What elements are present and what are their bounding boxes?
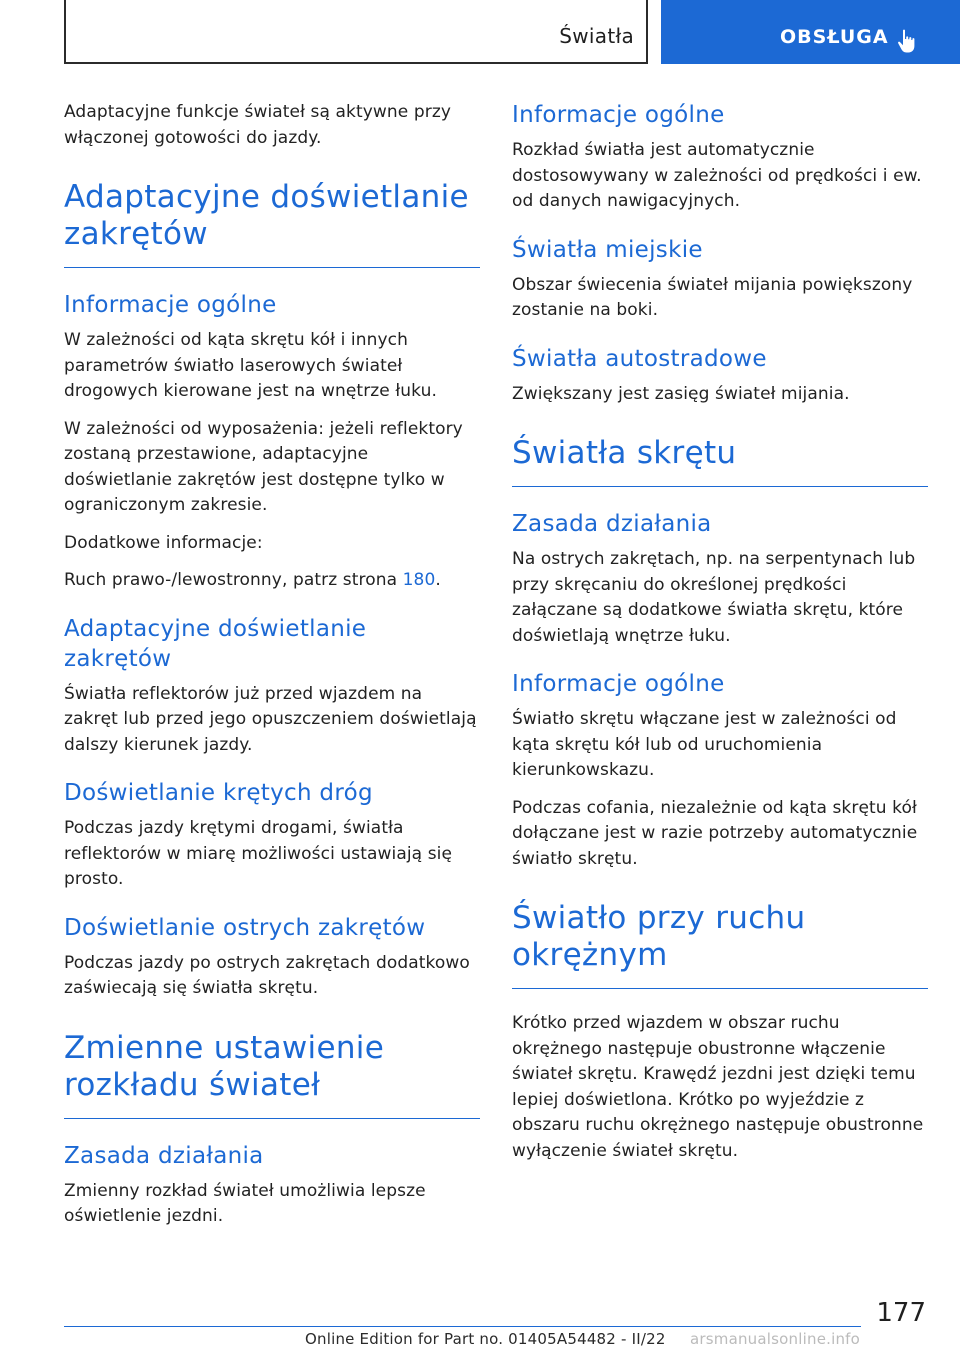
intro-paragraph: Adaptacyjne funkcje świateł są aktywne przy włączonej gotowości do jazdy. bbox=[64, 102, 452, 148]
paragraph-highway-lights: Zwiększany jest zasięg świateł mijania. bbox=[512, 383, 850, 404]
paragraph-equipment-note: W zależności od wyposażenia: jeżeli reflektory zostaną przestawione, adaptacyjne doświetlanie zakrętów jest dostępne tylko w ograniczonym zakresie. bbox=[64, 418, 463, 515]
footer-edition: Online Edition for Part no. 01405A54482 - II/22 bbox=[305, 1330, 666, 1348]
traffic-reference-text: Ruch prawo-/lewostronny, patrz strona bbox=[64, 570, 398, 590]
paragraph-turning-principle: Na ostrych zakrętach, np. na serpentynach lub przy skręcaniu do określonej prędkości załączane są dodatkowe światła skrętu, które doświetlają wnętrze łuku. bbox=[512, 549, 916, 646]
subheading-principle: Zasada działania bbox=[512, 511, 712, 537]
paragraph-city-lights: Obszar świecenia świateł mijania powiększony zostanie na boki. bbox=[512, 274, 913, 320]
heading-roundabout-light: Światło przy ruchu okrężnym bbox=[512, 900, 806, 973]
section-divider bbox=[64, 1118, 480, 1119]
paragraph-laser-high-beam: W zależności od kąta skrętu kół i innych parametrów światło laserowych świateł drogowych kierowane jest na wnętrze łuku. bbox=[64, 330, 437, 401]
subheading-adaptive-curve: Adaptacyjne doświetlanie zakrętów bbox=[64, 615, 367, 672]
paragraph-winding-roads: Podczas jazdy krętymi drogami, światła reflektorów w miarę możliwości ustawiają się prosto. bbox=[64, 818, 453, 889]
paragraph-auto-distribution: Rozkład światła jest automatycznie dostosowywany w zależności od prędkości i ew. od danych nawigacyjnych. bbox=[512, 140, 922, 211]
page-link-180[interactable]: 180 bbox=[402, 570, 436, 590]
traffic-reference-end: . bbox=[435, 570, 441, 590]
paragraph-turning-activation: Światło skrętu włączane jest w zależności od kąta skrętu kół lub od uruchomienia kierunkowskazu. bbox=[512, 709, 897, 780]
subheading-general-info: Informacje ogólne bbox=[512, 102, 725, 128]
heading-turning-lights: Światła skrętu bbox=[512, 435, 737, 471]
subheading-sharp-curves: Doświetlanie ostrych zakrętów bbox=[64, 914, 426, 941]
left-column bbox=[64, 100, 480, 1242]
section-divider bbox=[512, 988, 928, 989]
subheading-principle: Zasada działania bbox=[64, 1142, 264, 1169]
paragraph-reversing: Podczas cofania, niezależnie od kąta skrętu kół dołączane jest w razie potrzeby automatycznie światło skrętu. bbox=[512, 797, 918, 869]
subheading-general-info-2: Informacje ogólne bbox=[512, 671, 725, 697]
right-column bbox=[512, 100, 928, 1176]
paragraph-traffic-reference bbox=[64, 568, 480, 594]
subheading-general-info: Informacje ogólne bbox=[64, 292, 277, 318]
footer-divider bbox=[64, 1326, 861, 1327]
paragraph-variable-distribution: Zmienny rozkład świateł umożliwia lepsze oświetlenie jezdni. bbox=[64, 1180, 426, 1226]
paragraph-roundabout: Krótko przed wjazdem w obszar ruchu okrężnego następuje obustronne włączenie świateł skrętu. Krawędź jezdni jest dzięki temu lepiej doświetlona. Krótko po wyjeździe z obszaru ruchu okrężnego następuje obustronne wyłączenie świateł skrętu. bbox=[512, 1013, 924, 1161]
paragraph-additional-info: Dodatkowe informacje: bbox=[64, 532, 263, 553]
header-section-title: Światła bbox=[559, 24, 634, 48]
heading-adaptive-curve-lighting: Adaptacyjne doświetlanie zakrętów bbox=[64, 179, 469, 252]
section-divider bbox=[512, 486, 928, 487]
footer-watermark: arsmanualsonline.info bbox=[690, 1330, 861, 1348]
paragraph-sharp-curves: Podczas jazdy po ostrych zakrętach dodatkowo zaświecają się światła skrętu. bbox=[64, 952, 470, 998]
hand-pointer-icon bbox=[894, 27, 922, 55]
heading-variable-light-distribution: Zmienne ustawienie rozkładu świateł bbox=[64, 1029, 385, 1103]
subheading-highway-lights: Światła autostradowe bbox=[512, 345, 767, 372]
paragraph-adaptive-curve: Światła reflektorów już przed wjazdem na zakręt lub przed jego opuszczeniem doświetlają dalszy kierunek jazdy. bbox=[64, 683, 477, 755]
header-section-box bbox=[64, 0, 648, 64]
page-number: 177 bbox=[876, 1298, 926, 1328]
subheading-winding-roads: Doświetlanie krętych dróg bbox=[64, 780, 373, 806]
header-chapter-title: OBSŁUGA bbox=[780, 26, 889, 48]
subheading-city-lights: Światła miejskie bbox=[512, 236, 703, 263]
section-divider bbox=[64, 267, 480, 268]
